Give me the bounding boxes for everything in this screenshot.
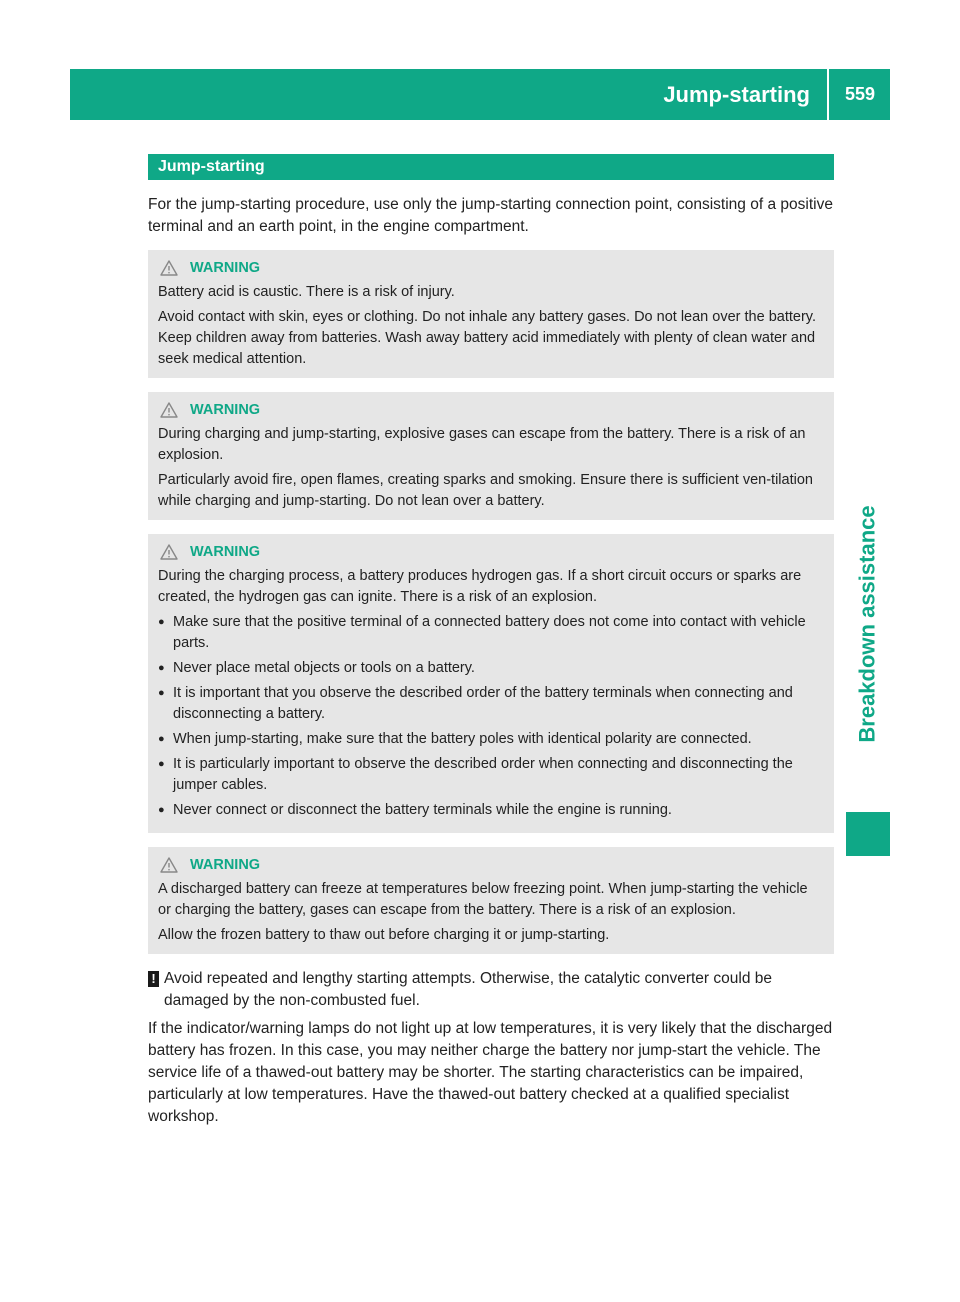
warning-header	[158, 256, 824, 280]
warning-title: WARNING	[190, 857, 261, 873]
warning-text: During the charging process, a battery produces hydrogen gas. If a short circuit occurs or sparks are created, the hydrogen gas can ignite. There is a risk of an explosion.	[158, 568, 802, 605]
warning-header	[158, 540, 824, 564]
page-header	[70, 69, 890, 120]
warning-bullet-list	[158, 612, 824, 821]
warning-title: WARNING	[190, 544, 261, 560]
page-number: 559	[844, 84, 876, 104]
list-item-text: Never connect or disconnect the battery terminals while the engine is running.	[173, 802, 672, 818]
list-item	[158, 800, 824, 821]
header-title: Jump-starting	[663, 82, 810, 107]
warning-triangle-icon	[160, 857, 178, 873]
list-item-text: It is particularly important to observe the described order when connecting and disconnecting the jumper cables.	[173, 756, 793, 793]
warning-text: Avoid contact with skin, eyes or clothing. Do not inhale any battery gases. Do not lean over the battery. Keep children away from batteries. Wash away battery acid immediately with plenty of clean water and seek medical attention.	[158, 309, 816, 367]
warning-text: Allow the frozen battery to thaw out before charging it or jump-starting.	[158, 927, 610, 943]
body-paragraph: If the indicator/warning lamps do not light up at low temperatures, it is very likely that the discharged battery has frozen. In this case, you may neither charge the battery nor jump-start the vehicle. The service life of a thawed-out battery may be shorter. The starting characteristics can be impaired, particularly at low temperatures. Have the thawed-out battery checked at a qualified specialist workshop.	[148, 1020, 833, 1125]
list-item-text: It is important that you observe the described order of the battery terminals when connecting and disconnecting a battery.	[173, 685, 793, 722]
warning-title: WARNING	[190, 402, 261, 418]
list-item	[158, 683, 824, 725]
warning-text: Particularly avoid fire, open flames, creating sparks and smoking. Ensure there is sufficient ven-tilation while charging and jump-starting. Do not lean over a battery.	[158, 472, 813, 509]
list-item	[158, 658, 824, 679]
side-tab-marker	[846, 812, 890, 856]
warning-triangle-icon	[160, 544, 178, 560]
bullet-icon: ●	[158, 687, 165, 699]
warning-header	[158, 853, 824, 877]
list-item	[158, 729, 824, 750]
warning-box	[148, 250, 834, 378]
side-tab	[846, 446, 890, 802]
warning-box	[148, 534, 834, 833]
bullet-icon: ●	[158, 616, 165, 628]
list-item-text: Never place metal objects or tools on a battery.	[173, 660, 475, 676]
bullet-icon: ●	[158, 804, 165, 816]
section-heading: Jump-starting	[148, 154, 834, 180]
content	[148, 154, 834, 1128]
bullet-icon: ●	[158, 662, 165, 674]
bullet-icon: ●	[158, 733, 165, 745]
list-item-text: Make sure that the positive terminal of a connected battery does not come into contact with vehicle parts.	[173, 614, 806, 651]
warning-title: WARNING	[190, 260, 261, 276]
bullet-icon: ●	[158, 758, 165, 770]
warning-triangle-icon	[160, 260, 178, 276]
header-divider	[827, 69, 829, 120]
warning-text: A discharged battery can freeze at temperatures below freezing point. When jump-starting the vehicle or charging the battery, gases can escape from the battery. There is a risk of an explosion.	[158, 881, 808, 918]
warning-text: Battery acid is caustic. There is a risk of injury.	[158, 284, 455, 300]
warning-box	[148, 392, 834, 520]
warning-header	[158, 398, 824, 422]
intro-paragraph: For the jump-starting procedure, use only the jump-starting connection point, consisting of a positive terminal and an earth point, in the engine compartment.	[148, 196, 833, 235]
warning-box	[148, 847, 834, 954]
notice-text: Avoid repeated and lengthy starting attempts. Otherwise, the catalytic converter could be damaged by the non-combusted fuel.	[164, 970, 772, 1009]
side-tab-label: Breakdown assistance	[855, 505, 881, 743]
exclamation-icon: !	[148, 971, 159, 987]
list-item-text: When jump-starting, make sure that the battery poles with identical polarity are connected.	[173, 731, 752, 747]
list-item	[158, 754, 824, 796]
notice	[148, 968, 834, 1012]
list-item	[158, 612, 824, 654]
warning-triangle-icon	[160, 402, 178, 418]
warning-text: During charging and jump-starting, explosive gases can escape from the battery. There is a risk of an explosion.	[158, 426, 806, 463]
